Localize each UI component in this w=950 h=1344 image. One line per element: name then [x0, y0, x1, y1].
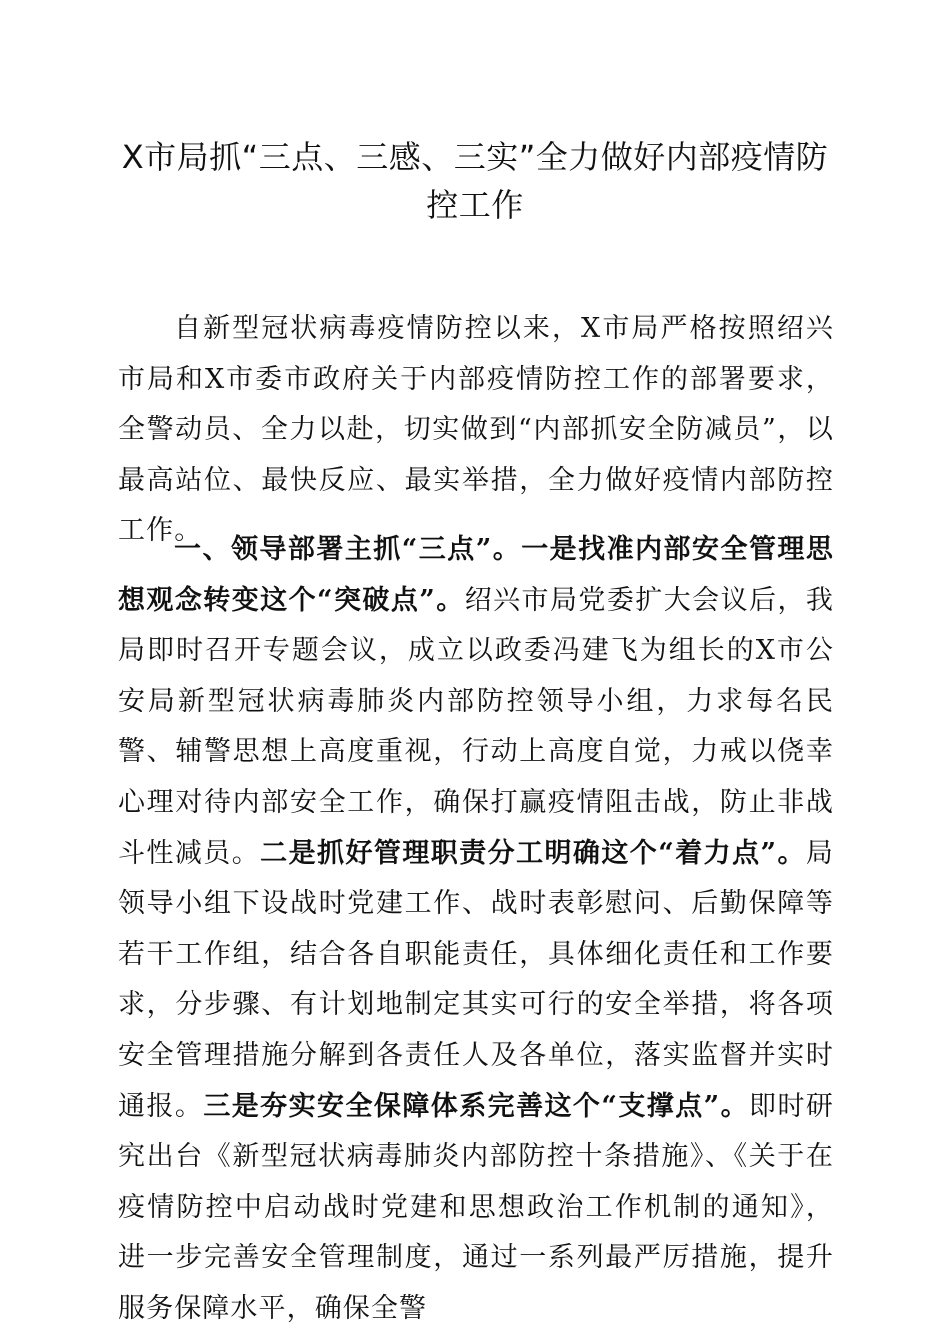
document-title: X市局抓“三点、三感、三实”全力做好内部疫情防控工作: [121, 138, 829, 224]
point3-body: 即时研究出台《新型冠状病毒肺炎内部防控十条措施》、《关于在疫情防控中启动战时党建和思想政治工作机制的通知》，进一步完善安全管理制度，通过一系列最严厉措施，提升服务保障水平，确保全警: [118, 1090, 834, 1324]
point2-body: 局领导小组下设战时党建工作、战时表彰慰问、后勤保障等若干工作组，结合各自职能责任，具体细化责任和工作要求，分步骤、有计划地制定其实可行的安全举措，将各项安全管理措施分解到各责任人及各单位，落实监督并实时通报。: [118, 837, 835, 1122]
point1-lead: 一是找准内部安全管理思想观念转变这个“突破点”。: [118, 534, 834, 616]
intro-paragraph: 自新型冠状病毒疫情防控以来，X市局严格按照绍兴市局和X市委市政府关于内部疫情防控工作的部署要求，全警动员、全力以赴，切实做到“内部抓安全防减员”，以最高站位、最快反应、最实举措，全力做好疫情内部防控工作。: [118, 313, 834, 547]
point3-lead: 三是夯实安全保障体系完善这个“支撑点”。: [203, 1090, 750, 1122]
point1-body: 绍兴市局党委扩大会议后，我局即时召开专题会议，成立以政委冯建飞为组长的X市公安局新型冠状病毒肺炎内部防控领导小组，力求每名民警、辅警思想上高度重视，行动上高度自觉，力戒以侥幸心理对待内部安全工作，确保打赢疫情阻击战，防止非战斗性减员。: [118, 584, 834, 869]
section1-heading: 一、领导部署主抓“三点”。: [174, 534, 522, 565]
section1-paragraph: [118, 525, 834, 1335]
point2-lead: 二是抓好管理职责分工明确这个“着力点”。: [260, 837, 806, 869]
